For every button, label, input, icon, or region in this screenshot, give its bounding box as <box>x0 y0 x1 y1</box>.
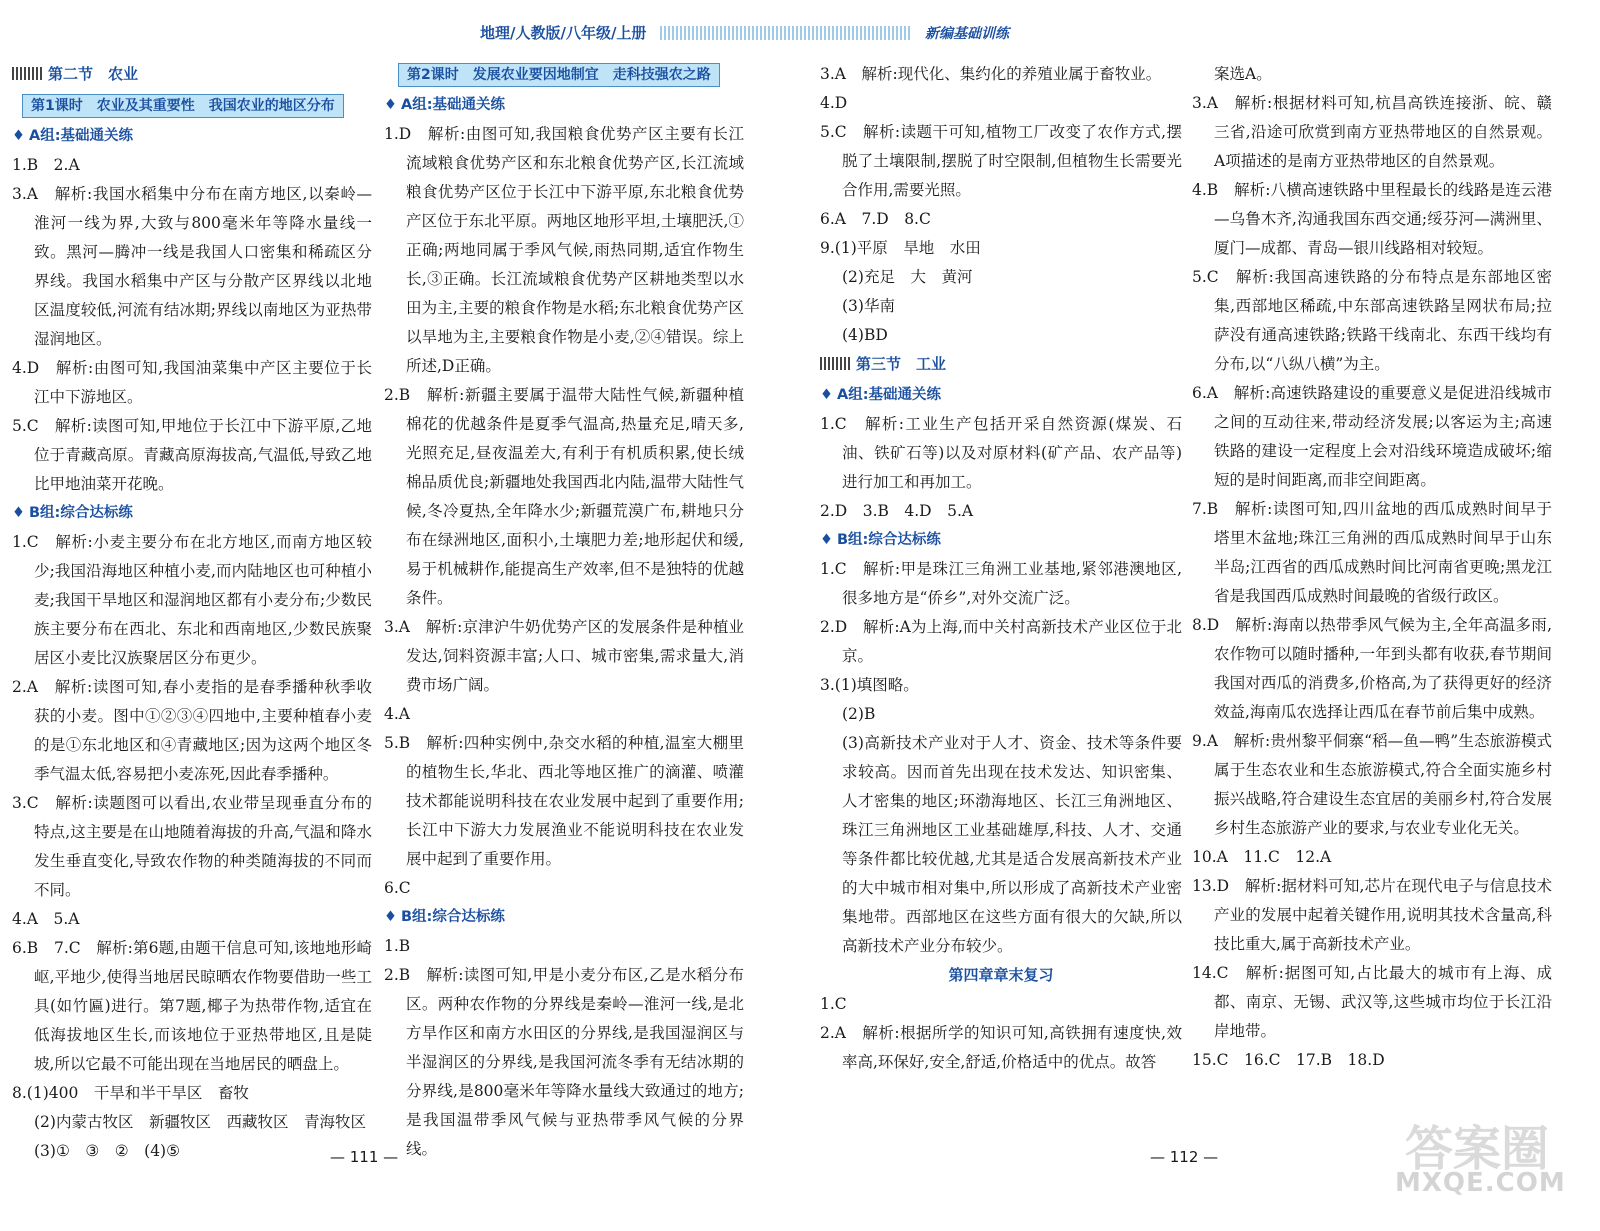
column-3 <box>820 60 1182 1077</box>
answer: 5.C 解析:读题干可知,植物工厂改变了农作方式,摆脱了土壤限制,摆脱了时空限制,但植物生长需要光合作用,需要光照。 <box>820 123 1182 199</box>
section-bars-icon <box>12 67 42 80</box>
answer: 1.C <box>820 995 847 1013</box>
answer: 3.A 解析:根据材料可知,杭昌高铁连接浙、皖、赣三省,沿途可欣赏到南方亚热带地区的自然景观。A项描述的是南方亚热带地区的自然景观。 <box>1192 94 1552 170</box>
answer: 7.B 解析:读图可知,四川盆地的西瓜成熟时间早于塔里木盆地;珠江三角洲的西瓜成熟时间早于山东半岛;江西省的西瓜成熟时间比河南省更晚;黑龙江省是我国西瓜成熟时间最晚的省级行政区。 <box>1192 500 1552 605</box>
answer: 3.C 解析:读题图可以看出,农业带呈现垂直分布的特点,这主要是在山地随着海拔的升高,气温和降水发生垂直变化,导致农作物的种类随海拔的不同而不同。 <box>12 794 372 899</box>
answer: 4.D <box>820 94 848 112</box>
watermark-logo <box>1395 1110 1580 1205</box>
diamond-icon: ♦ <box>384 97 397 113</box>
group-heading: ♦ B组:综合达标练 <box>820 526 1182 555</box>
column-2 <box>384 60 744 1164</box>
answer: (2)充足 大 黄河 <box>842 268 973 286</box>
diamond-icon: ♦ <box>384 909 397 925</box>
answer: 4.A 5.A <box>12 910 80 928</box>
answer: 9.A 解析:贵州黎平侗寨“稻—鱼—鸭”生态旅游模式属于生态农业和生态旅游模式,符合全面实施乡村振兴战略,符合建设生态宜居的美丽乡村,符合发展乡村生态旅游产业的要求,与农业专业化无关。 <box>1192 732 1552 837</box>
page-number-left: — 111 — <box>330 1148 399 1166</box>
watermark-text: 答案圈 <box>1405 1121 1550 1177</box>
group-heading: ♦ B组:综合达标练 <box>12 499 372 528</box>
group-heading: ♦ A组:基础通关练 <box>820 381 1182 410</box>
answer: 6.B 7.C 解析:第6题,由题干信息可知,该地地形崎岖,平地少,使得当地居民晾晒农作物要借助一些工具(如竹匾)进行。第7题,椰子为热带作物,适宜在低海拔地区生长,而该地位于亚热带地区,且是陡坡,所以它最不可能出现在当地居民的晒盘上。 <box>12 939 372 1073</box>
answer: 3.A 解析:我国水稻集中分布在南方地区,以秦岭—淮河一线为界,大致与800毫米年等降水量线一致。黑河—腾冲一线是我国人口密集和稀疏区分界线。我国水稻集中产区与分散产区界线以北地区温度较低,河流有结冰期;界线以南地区为亚热带湿润地区。 <box>12 185 372 348</box>
answer: 3.(1)填图略。 <box>820 676 919 694</box>
answer: (3)① ③ ② (4)⑤ <box>34 1142 180 1160</box>
answer: (2)内蒙古牧区 新疆牧区 西藏牧区 青海牧区 <box>34 1113 366 1131</box>
diamond-icon: ♦ <box>820 532 833 548</box>
page-number-right: — 112 — <box>1150 1148 1219 1166</box>
answer: (2)B <box>842 705 876 723</box>
review-title: 第四章章末复习 <box>948 966 1054 984</box>
answer: 1.C 解析:甲是珠江三角洲工业基地,紧邻港澳地区,很多地方是“侨乡”,对外交流广泛。 <box>820 560 1182 607</box>
answer: (3)华南 <box>842 297 895 315</box>
group-heading: ♦ A组:基础通关练 <box>12 122 372 151</box>
answer: 3.A 解析:现代化、集约化的养殖业属于畜牧业。 <box>820 65 1162 83</box>
answer: 2.A 解析:根据所学的知识可知,高铁拥有速度快,效率高,环保好,安全,舒适,价格适中的优点。故答 <box>820 1024 1182 1071</box>
answer: 2.D 解析:A为上海,而中关村高新技术产业区位于北京。 <box>820 618 1182 665</box>
answer: 8.D 解析:海南以热带季风气候为主,全年高温多雨,农作物可以随时播种,一年到头都有收获,春节期间我国对西瓜的消费多,价格高,为了获得更好的经济效益,海南瓜农选择让西瓜在春节前后集中成熟。 <box>1192 616 1552 721</box>
answer: 2.B 解析:新疆主要属于温带大陆性气候,新疆种植棉花的优越条件是夏季气温高,热量充足,晴天多,光照充足,昼夜温差大,有利于有机质积累,使长绒棉品质优良;新疆地处我国西北内陆,温带大陆性气候,冬冷夏热,全年降水少;新疆荒漠广布,耕地只分布在绿洲地区,面积小,土壤肥力差;地形起伏和缓,易于机械耕作,能提高生产效率,但不是独特的优越条件。 <box>384 386 744 607</box>
answer: 1.C 解析:小麦主要分布在北方地区,而南方地区较少;我国沿海地区种植小麦,而内陆地区也可种植小麦;我国干旱地区和湿润地区都有小麦分布;少数民族主要分布在西北、东北和西南地区,少数民族聚居区小麦比汉族聚居区分布更少。 <box>12 533 372 667</box>
answer: (3)高新技术产业对于人才、资金、技术等条件要求较高。因而首先出现在技术发达、知识密集、人才密集的地区;环渤海地区、长江三角洲地区、珠江三角洲地区工业基础雄厚,科技、人才、交通等条件都比较优越,尤其是适合发展高新技术产业的大中城市相对集中,所以形成了高新技术产业密集地带。西部地区在这些方面有很大的欠缺,所以高新技术产业分布较少。 <box>842 734 1182 955</box>
answer: 6.C <box>384 879 411 897</box>
lesson-title: 第2课时 发展农业要因地制宜 走科技强农之路 <box>398 63 720 87</box>
answer: 15.C 16.C 17.B 18.D <box>1192 1051 1385 1069</box>
answer: 1.C 解析:工业生产包括开采自然资源(煤炭、石油、铁矿石等)以及对原材料(矿产品、农产品等)进行加工和再加工。 <box>820 415 1182 491</box>
answer: 2.B 解析:读图可知,甲是小麦分布区,乙是水稻分布区。两种农作物的分界线是秦岭—淮河一线,是北方旱作区和南方水田区的分界线,是我国湿润区与半湿润区的分界线,是我国河流冬季有无结冰期的分界线,是800毫米年等降水量线大致通过的地方;是我国温带季风气候与亚热带季风气候的分界线。 <box>384 966 744 1158</box>
answer: 13.D 解析:据材料可知,芯片在现代电子与信息技术产业的发展中起着关键作用,说明其技术含量高,科技比重大,属于高新技术产业。 <box>1192 877 1552 953</box>
answer: 2.A 解析:读图可知,春小麦指的是春季播种秋季收获的小麦。图中①②③④四地中,主要种植春小麦的是①东北地区和④青藏地区;因为这两个地区冬季气温太低,容易把小麦冻死,因此春季播种。 <box>12 678 372 783</box>
header-decoration <box>660 26 910 40</box>
diamond-icon: ♦ <box>12 128 25 144</box>
answer: 4.D 解析:由图可知,我国油菜集中产区主要位于长江中下游地区。 <box>12 359 372 406</box>
section-title: 第二节 农业 <box>12 60 372 89</box>
answer: 4.A <box>384 705 410 723</box>
answer: 5.C 解析:我国高速铁路的分布特点是东部地区密集,西部地区稀疏,中东部高速铁路呈网状布局;拉萨没有通高速铁路;铁路干线南北、东西干线均有分布,以“八纵八横”为主。 <box>1192 268 1552 373</box>
lesson-title: 第1课时 农业及其重要性 我国农业的地区分布 <box>22 94 344 118</box>
answer: 5.C 解析:读图可知,甲地位于长江中下游平原,乙地位于青藏高原。青藏高原海拔高,气温低,导致乙地比甲地油菜开花晚。 <box>12 417 372 493</box>
group-heading: ♦ B组:综合达标练 <box>384 903 744 932</box>
diamond-icon: ♦ <box>820 387 833 403</box>
answer: 1.B 2.A <box>12 156 80 174</box>
column-4 <box>1192 60 1552 1075</box>
section-bars-icon <box>820 357 850 370</box>
header-title: 地理/人教版/八年级/上册 <box>480 24 647 42</box>
answer: (4)BD <box>842 326 888 344</box>
header-brand: 新编基础训练 <box>925 26 1009 42</box>
watermark-url: MXQE.COM <box>1395 1168 1566 1198</box>
answer: 3.A 解析:京津沪牛奶优势产区的发展条件是种植业发达,饲料资源丰富;人口、城市密集,需求量大,消费市场广阔。 <box>384 618 744 694</box>
answer: 1.D 解析:由图可知,我国粮食优势产区主要有长江流域粮食优势产区和东北粮食优势产区,长江流域粮食优势产区位于长江中下游平原,东北粮食优势产区位于东北平原。两地区地形平坦,土壤肥沃,①正确;两地同属于季风气候,雨热同期,适宜作物生长,③正确。长江流域粮食优势产区耕地类型以水田为主,主要的粮食作物是水稻;东北粮食优势产区以旱地为主,主要粮食作物是小麦,②④错误。综上所述,D正确。 <box>384 125 744 375</box>
section-title: 第三节 工业 <box>820 350 1182 379</box>
answer: 5.B 解析:四种实例中,杂交水稻的种植,温室大棚里的植物生长,华北、西北等地区推广的滴灌、喷灌技术都能说明科技在农业发展中起到了重要作用;长江中下游大力发展渔业不能说明科技在农业发展中起到了重要作用。 <box>384 734 744 868</box>
answer: 案选A。 <box>1214 65 1272 83</box>
answer: 1.B <box>384 937 411 955</box>
answer: 10.A 11.C 12.A <box>1192 848 1332 866</box>
answer: 6.A 7.D 8.C <box>820 210 931 228</box>
answer: 6.A 解析:高速铁路建设的重要意义是促进沿线城市之间的互动往来,带动经济发展;以客运为主;高速铁路的建设一定程度上会对沿线环境造成破坏;缩短的是时间距离,而非空间距离。 <box>1192 384 1552 489</box>
answer: 14.C 解析:据图可知,占比最大的城市有上海、成都、南京、无锡、武汉等,这些城市均位于长江沿岸地带。 <box>1192 964 1552 1040</box>
diamond-icon: ♦ <box>12 505 25 521</box>
answer: 8.(1)400 干旱和半干旱区 畜牧 <box>12 1084 249 1102</box>
column-1 <box>12 60 372 1166</box>
answer: 4.B 解析:八横高速铁路中里程最长的线路是连云港—乌鲁木齐,沟通我国东西交通;绥芬河—满洲里、厦门—成都、青岛—银川线路相对较短。 <box>1192 181 1552 257</box>
page-header <box>400 22 1040 44</box>
group-heading: ♦ A组:基础通关练 <box>384 91 744 120</box>
answer: 2.D 3.B 4.D 5.A <box>820 502 974 520</box>
answer: 9.(1)平原 旱地 水田 <box>820 239 981 257</box>
